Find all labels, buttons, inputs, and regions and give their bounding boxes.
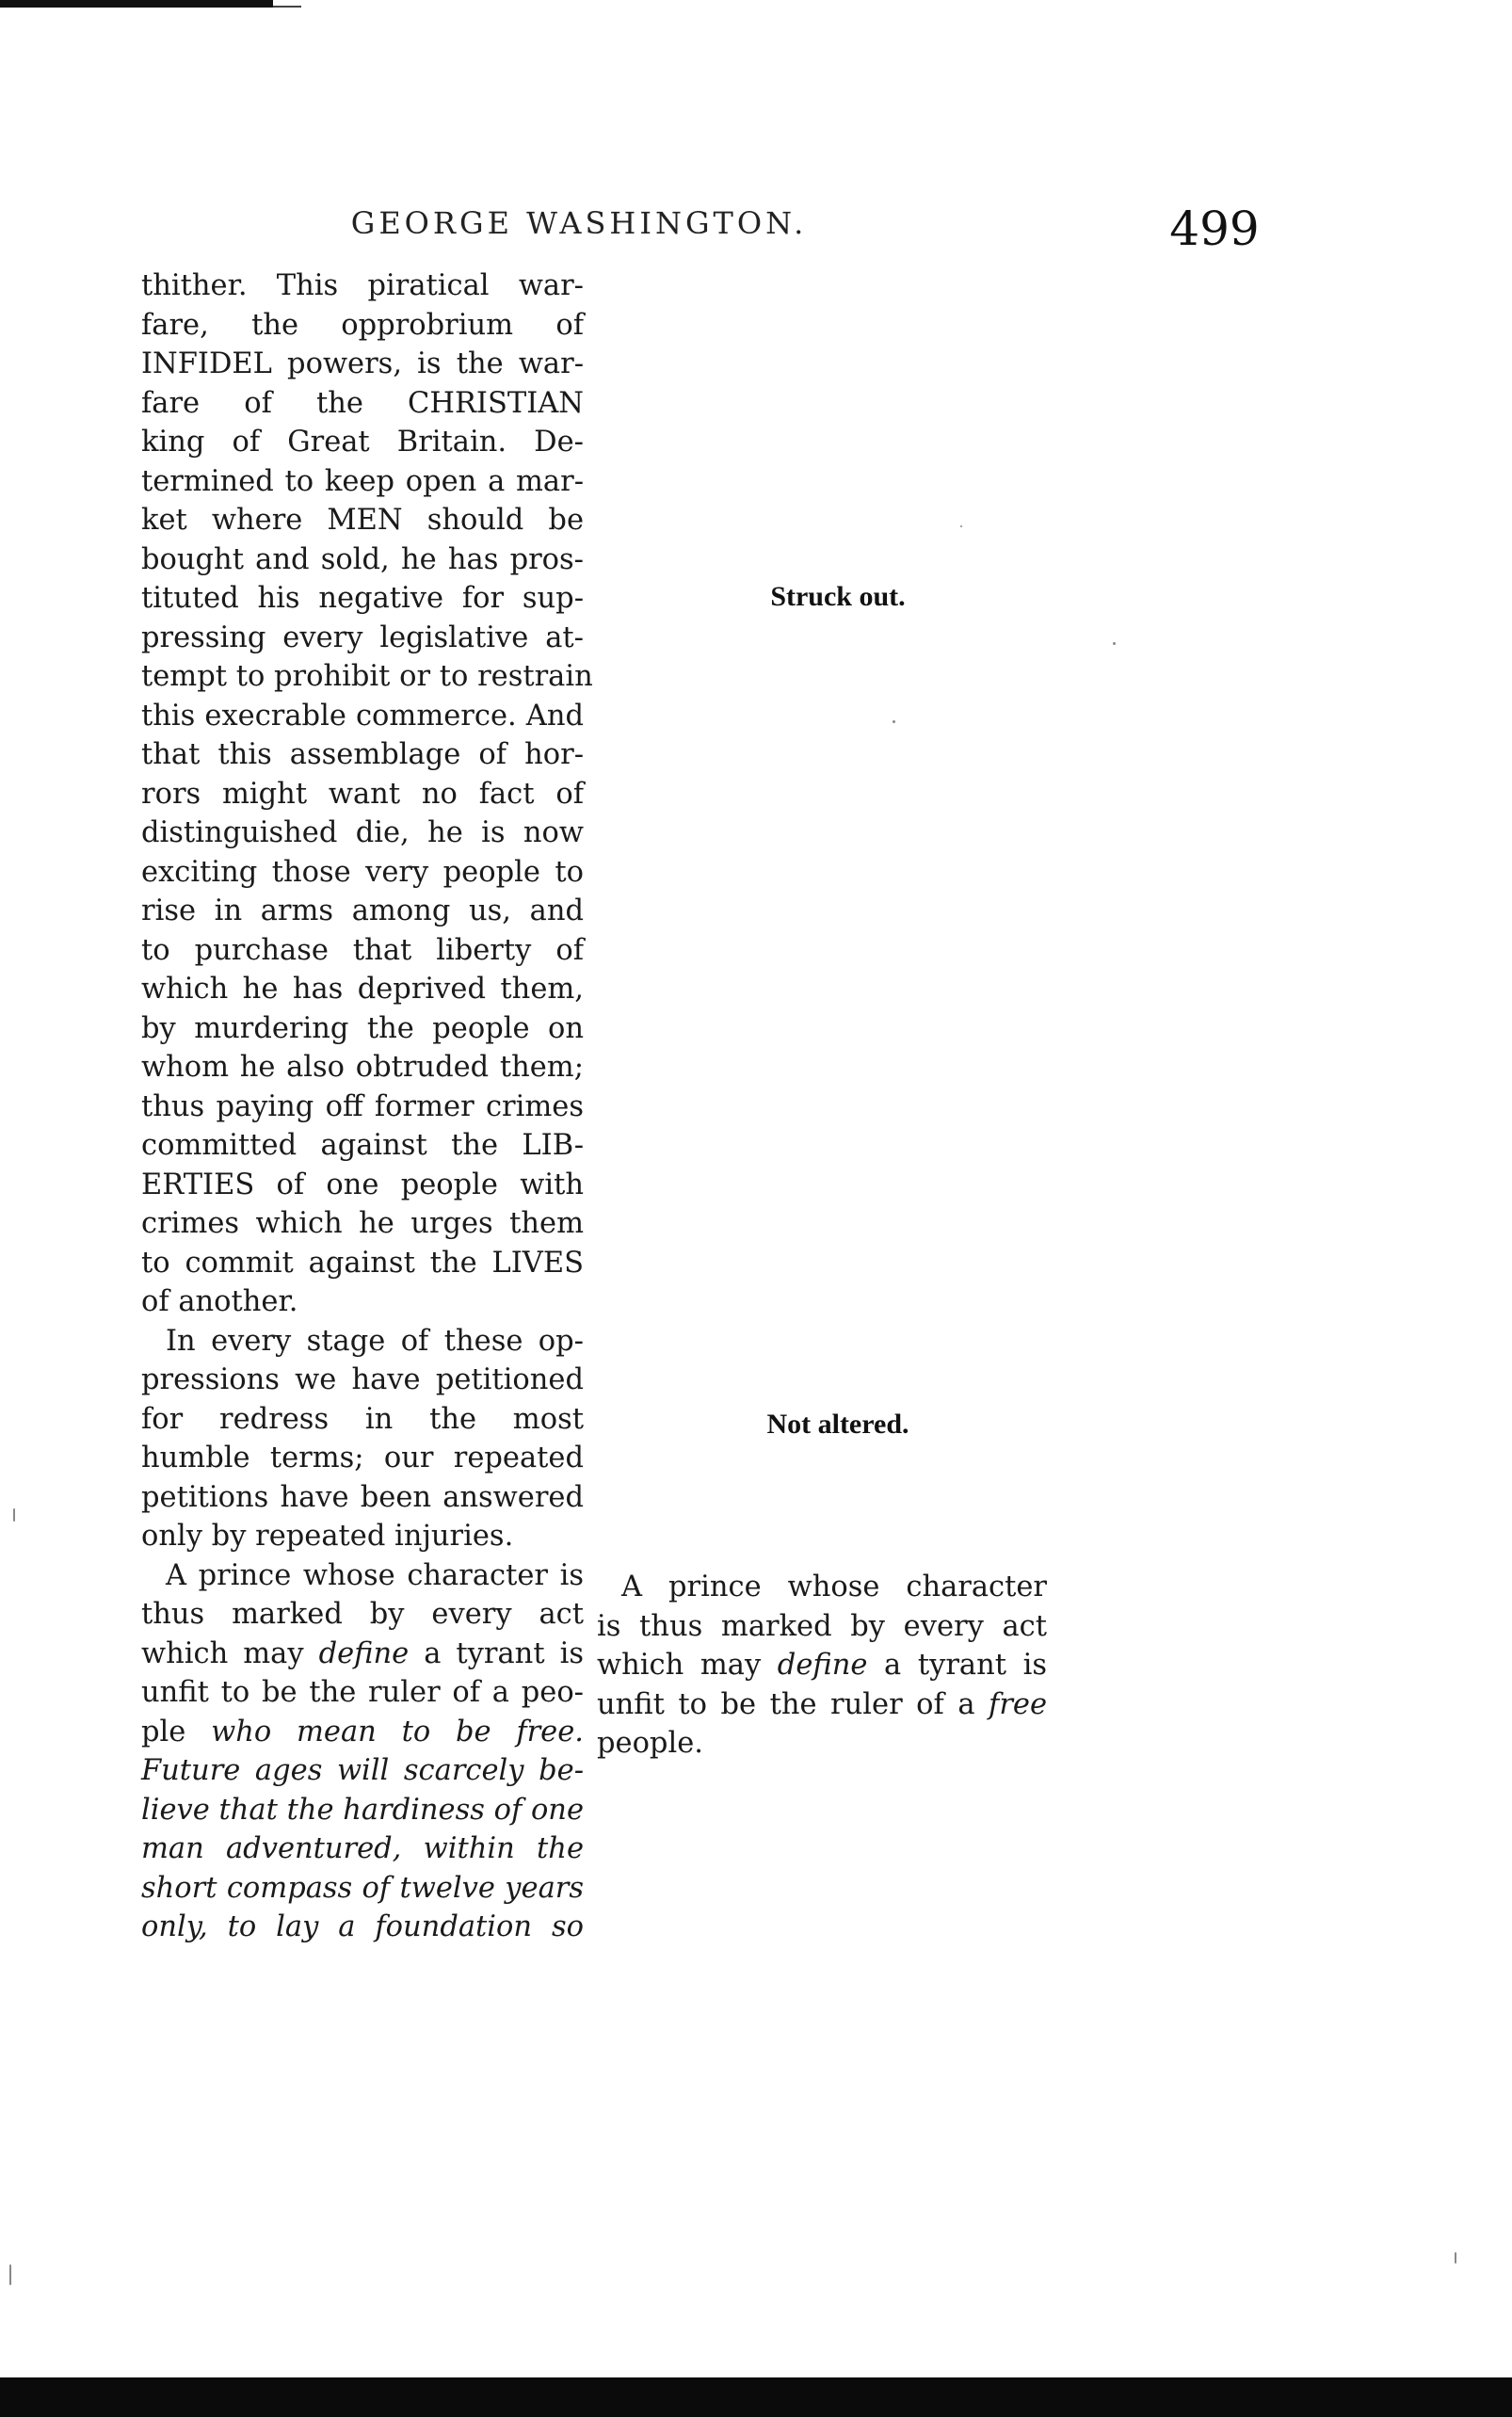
text-line: fare of the CHRISTIAN bbox=[141, 386, 584, 420]
running-head: GEORGE WASHINGTON. bbox=[350, 205, 808, 241]
paper-speck bbox=[1113, 642, 1116, 645]
paper-speck bbox=[13, 1508, 15, 1522]
text-span: a tyrant is bbox=[867, 1649, 1047, 1682]
text-line: petitions have been answered bbox=[141, 1480, 584, 1514]
text-line: Future ages will scarcely be- bbox=[141, 1754, 584, 1787]
text-line: thither. This piratical war- bbox=[141, 269, 584, 302]
italic-text: define bbox=[318, 1636, 410, 1670]
text-line: by murdering the people on bbox=[141, 1011, 584, 1045]
paper-speck bbox=[960, 525, 962, 527]
text-line: to purchase that liberty of bbox=[141, 933, 584, 967]
text-span: unfit to be the ruler of a bbox=[597, 1687, 989, 1721]
text-line bbox=[141, 1713, 584, 1752]
text-line: exciting those very people to bbox=[141, 855, 584, 889]
text-line: short compass of twelve years bbox=[141, 1871, 584, 1905]
text-line: ERTIES of one people with bbox=[141, 1168, 584, 1201]
text-line: that this assemblage of hor- bbox=[141, 738, 584, 771]
top-edge-rule-thin bbox=[273, 6, 301, 8]
italic-struck-passage bbox=[141, 1751, 584, 1947]
text-line: tituted his negative for sup- bbox=[141, 582, 584, 615]
text-line: distinguished die, he is now bbox=[141, 816, 584, 849]
paragraph-petitions bbox=[141, 1322, 584, 1556]
text-line: pressions we have petitioned bbox=[141, 1363, 584, 1396]
text-span: which may bbox=[597, 1649, 778, 1682]
text-line: committed against the LIB- bbox=[141, 1129, 584, 1162]
text-line: thus paying off former crimes bbox=[141, 1089, 584, 1123]
paper-speck bbox=[9, 2264, 11, 2285]
paragraph-prince-original bbox=[141, 1556, 584, 1947]
note-struck-out: Struck out. bbox=[770, 581, 906, 612]
text-line: whom he also obtruded them; bbox=[141, 1051, 584, 1084]
text-line: termined to keep open a mar- bbox=[141, 464, 584, 498]
text-line bbox=[597, 1685, 1047, 1725]
text-line: lieve that the hardiness of one bbox=[141, 1793, 584, 1827]
bottom-scan-edge bbox=[0, 2377, 1512, 2417]
text-line: rors might want no fact of bbox=[141, 777, 584, 811]
page-number: 499 bbox=[1169, 201, 1260, 256]
text-line: king of Great Britain. De- bbox=[141, 426, 584, 459]
top-edge-rule bbox=[0, 0, 273, 8]
paper-speck bbox=[1455, 2252, 1456, 2264]
text-line: only, to lay a foundation so bbox=[141, 1910, 584, 1943]
text-line: of another. bbox=[141, 1285, 298, 1318]
text-line bbox=[597, 1646, 1047, 1685]
text-line bbox=[141, 1635, 584, 1674]
text-line: A prince whose character bbox=[621, 1571, 1047, 1603]
text-span: which may bbox=[141, 1636, 319, 1670]
text-line: crimes which he urges them bbox=[141, 1207, 584, 1240]
text-span: a tyrant is bbox=[409, 1636, 584, 1670]
text-line: tempt to prohibit or to restrain bbox=[141, 660, 593, 693]
paper-speck bbox=[893, 720, 895, 723]
text-line: man adventured, within the bbox=[141, 1832, 584, 1865]
right-column-amended-text bbox=[597, 1568, 1047, 1764]
text-line: bought and sold, he has pros- bbox=[141, 542, 584, 576]
text-line: rise in arms among us, and bbox=[141, 894, 584, 927]
text-line: INFIDEL powers, is the war- bbox=[141, 347, 584, 380]
text-span: ple bbox=[141, 1715, 212, 1748]
left-column bbox=[141, 266, 593, 1947]
text-line: ket where MEN should be bbox=[141, 504, 584, 537]
text-line: In every stage of these op- bbox=[166, 1324, 584, 1358]
italic-text: free bbox=[989, 1687, 1047, 1721]
italic-text: define bbox=[777, 1649, 868, 1682]
text-line: for redress in the most bbox=[141, 1402, 584, 1436]
text-line: which he has deprived them, bbox=[141, 973, 584, 1006]
text-line: thus marked by every act bbox=[141, 1598, 584, 1631]
text-line: fare, the opprobrium of bbox=[141, 308, 584, 342]
note-not-altered: Not altered. bbox=[766, 1409, 909, 1440]
text-line: pressing every legislative at- bbox=[141, 620, 584, 654]
text-line: only by repeated injuries. bbox=[141, 1520, 514, 1553]
text-line: is thus marked by every act bbox=[597, 1609, 1047, 1643]
text-line: to commit against the LIVES bbox=[141, 1246, 584, 1280]
text-line: people. bbox=[597, 1727, 703, 1760]
text-line: this execrable commerce. And bbox=[141, 699, 584, 733]
italic-text: who mean to be free. bbox=[211, 1715, 584, 1748]
text-line: A prince whose character is bbox=[166, 1558, 584, 1592]
paragraph-original-slave-trade bbox=[141, 266, 593, 1322]
text-line: humble terms; our repeated bbox=[141, 1442, 584, 1474]
text-line: unfit to be the ruler of a peo- bbox=[141, 1676, 584, 1709]
